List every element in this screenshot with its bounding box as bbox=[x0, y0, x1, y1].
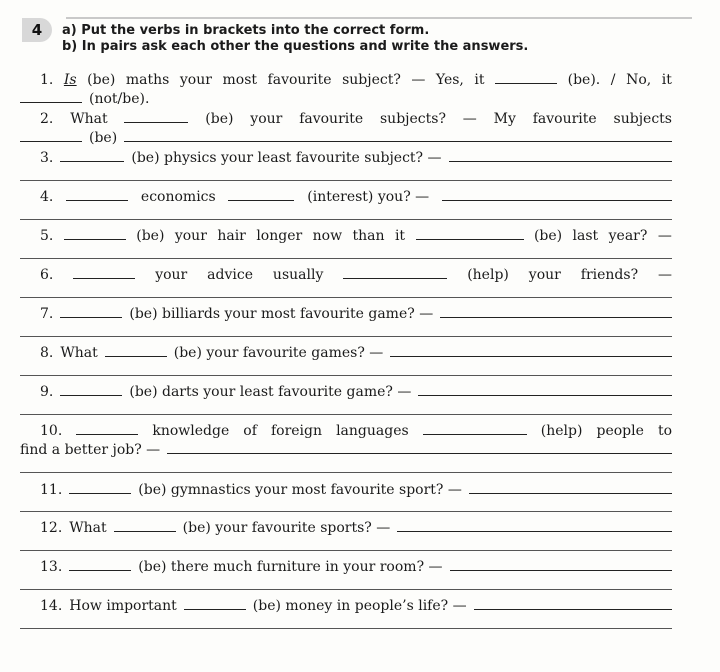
item-3 bbox=[20, 148, 672, 168]
word: Yes, bbox=[435, 72, 464, 88]
filled-answer: Is bbox=[63, 72, 77, 88]
answer-blank[interactable] bbox=[69, 480, 131, 494]
item-2 bbox=[20, 109, 672, 129]
word: friends? bbox=[580, 267, 639, 283]
item-1 bbox=[20, 70, 672, 90]
word: How important bbox=[69, 598, 177, 614]
answer-blank[interactable] bbox=[20, 128, 82, 142]
item-number: 13. bbox=[40, 559, 63, 575]
word: people bbox=[596, 423, 644, 439]
item-7 bbox=[20, 304, 672, 324]
word: (be) money in people’s life? — bbox=[252, 598, 467, 614]
word: subjects? bbox=[380, 111, 446, 127]
answer-blank[interactable] bbox=[60, 148, 124, 162]
word: it bbox=[394, 228, 406, 244]
exercise-header bbox=[22, 14, 672, 62]
item-number: 11. bbox=[40, 482, 63, 498]
word: (be) your favourite sports? — bbox=[182, 520, 391, 536]
answer-blank[interactable] bbox=[73, 265, 135, 279]
word: favourite bbox=[532, 111, 597, 127]
word: usually bbox=[272, 267, 324, 283]
answer-blank[interactable] bbox=[184, 596, 246, 610]
answer-blank[interactable] bbox=[60, 304, 122, 318]
word: knowledge bbox=[152, 423, 230, 439]
answer-line[interactable] bbox=[20, 375, 672, 376]
answer-blank[interactable] bbox=[418, 382, 672, 396]
word: subject? bbox=[342, 72, 401, 88]
word: What bbox=[60, 345, 98, 361]
answer-line[interactable] bbox=[20, 511, 672, 512]
exercise-number-badge: 4 bbox=[22, 18, 52, 42]
item-number: 12. bbox=[40, 520, 63, 536]
item-1-continued bbox=[20, 89, 672, 109]
word: (be) physics your least favourite subject? — bbox=[131, 150, 442, 166]
word: your bbox=[179, 72, 212, 88]
word: than bbox=[352, 228, 385, 244]
answer-line[interactable] bbox=[20, 550, 672, 551]
word: your bbox=[250, 111, 283, 127]
answer-blank[interactable] bbox=[397, 518, 672, 532]
answer-line[interactable] bbox=[20, 219, 672, 220]
word: foreign bbox=[270, 423, 323, 439]
item-number: 4. bbox=[40, 189, 54, 205]
item-8 bbox=[20, 343, 672, 363]
word: My bbox=[493, 111, 516, 127]
answer-blank[interactable] bbox=[474, 596, 672, 610]
item-number: 9. bbox=[40, 384, 54, 400]
word: No, bbox=[626, 72, 652, 88]
item-number: 2. bbox=[40, 111, 54, 127]
word: (be) your favourite games? — bbox=[173, 345, 384, 361]
word: — bbox=[657, 228, 672, 244]
answer-blank[interactable] bbox=[450, 557, 672, 571]
word: it bbox=[474, 72, 485, 88]
instruction-b: b) In pairs ask each other the questions and write the answers. bbox=[62, 39, 529, 54]
item-number: 1. bbox=[40, 72, 54, 88]
word: to bbox=[657, 423, 672, 439]
word: — bbox=[411, 72, 426, 88]
item-2-continued bbox=[20, 128, 672, 148]
answer-blank[interactable] bbox=[449, 148, 673, 162]
word: hair bbox=[217, 228, 246, 244]
word: — bbox=[462, 111, 477, 127]
word: / bbox=[610, 72, 616, 88]
answer-blank[interactable] bbox=[423, 421, 527, 435]
word: (not/be). bbox=[89, 91, 150, 107]
word: last bbox=[572, 228, 599, 244]
item-number: 8. bbox=[40, 345, 54, 361]
word: your bbox=[174, 228, 207, 244]
answer-blank[interactable] bbox=[343, 265, 447, 279]
word: (be). bbox=[567, 72, 601, 88]
answer-line[interactable] bbox=[20, 336, 672, 337]
word: now bbox=[312, 228, 343, 244]
header-rule bbox=[66, 17, 692, 19]
item-13 bbox=[20, 557, 672, 577]
answer-blank[interactable] bbox=[66, 187, 128, 201]
answer-blank[interactable] bbox=[76, 421, 138, 435]
word: subjects bbox=[613, 111, 672, 127]
item-14 bbox=[20, 596, 672, 616]
answer-line[interactable] bbox=[20, 472, 672, 473]
word: (be) there much furniture in your room? — bbox=[138, 559, 443, 575]
item-4 bbox=[20, 187, 672, 207]
word: find a better job? — bbox=[20, 442, 161, 458]
answer-blank[interactable] bbox=[69, 557, 131, 571]
word: economics bbox=[140, 189, 216, 205]
instruction-a: a) Put the verbs in brackets into the correct form. bbox=[62, 23, 430, 38]
answer-line[interactable] bbox=[20, 180, 672, 181]
word: favourite bbox=[299, 111, 364, 127]
answer-blank[interactable] bbox=[469, 480, 672, 494]
answer-blank[interactable] bbox=[64, 226, 126, 240]
item-11 bbox=[20, 480, 672, 500]
item-9 bbox=[20, 382, 672, 402]
word: advice bbox=[207, 267, 253, 283]
word: longer bbox=[256, 228, 303, 244]
word: maths bbox=[125, 72, 170, 88]
answer-blank[interactable] bbox=[442, 187, 672, 201]
word: year? bbox=[608, 228, 648, 244]
word: it bbox=[661, 72, 672, 88]
answer-line[interactable] bbox=[20, 258, 672, 259]
word: (be) bbox=[136, 228, 165, 244]
answer-blank[interactable] bbox=[228, 187, 294, 201]
item-number: 7. bbox=[40, 306, 54, 322]
item-12 bbox=[20, 518, 672, 538]
word: (be) bbox=[87, 72, 116, 88]
item-number: 6. bbox=[40, 267, 54, 283]
word: What bbox=[69, 520, 107, 536]
word: (be) bbox=[533, 228, 563, 244]
answer-blank[interactable] bbox=[105, 343, 167, 357]
word: of bbox=[243, 423, 257, 439]
word: (be) billiards your most favourite game? — bbox=[129, 306, 434, 322]
word: your bbox=[528, 267, 561, 283]
word: (be) bbox=[89, 130, 118, 146]
word: your bbox=[155, 267, 188, 283]
answer-blank[interactable] bbox=[440, 304, 672, 318]
answer-blank[interactable] bbox=[167, 440, 672, 454]
word: — bbox=[658, 267, 672, 283]
word: (help) bbox=[467, 267, 509, 283]
item-number: 3. bbox=[40, 150, 54, 166]
word: What bbox=[70, 111, 108, 127]
answer-blank[interactable] bbox=[20, 89, 82, 103]
word: (interest) you? — bbox=[307, 189, 430, 205]
answer-line[interactable] bbox=[20, 628, 672, 629]
item-10-continued bbox=[20, 440, 672, 460]
item-number: 14. bbox=[40, 598, 63, 614]
answer-blank[interactable] bbox=[124, 128, 672, 142]
word: (be) bbox=[205, 111, 234, 127]
word: languages bbox=[336, 423, 409, 439]
answer-line[interactable] bbox=[20, 414, 672, 415]
answer-blank[interactable] bbox=[390, 343, 672, 357]
item-5 bbox=[20, 226, 672, 246]
word: favourite bbox=[267, 72, 332, 88]
item-6 bbox=[20, 265, 672, 285]
answer-blank[interactable] bbox=[60, 382, 122, 396]
answer-blank[interactable] bbox=[114, 518, 176, 532]
word: (help) bbox=[540, 423, 583, 439]
answer-blank[interactable] bbox=[416, 226, 524, 240]
item-number: 5. bbox=[40, 228, 54, 244]
item-number: 10. bbox=[40, 423, 63, 439]
item-10 bbox=[20, 421, 672, 441]
word: (be) gymnastics your most favourite sport? — bbox=[138, 482, 462, 498]
answer-blank[interactable] bbox=[124, 109, 188, 123]
word: most bbox=[222, 72, 257, 88]
answer-line[interactable] bbox=[20, 589, 672, 590]
answer-line[interactable] bbox=[20, 297, 672, 298]
word: (be) darts your least favourite game? — bbox=[129, 384, 412, 400]
answer-blank[interactable] bbox=[495, 70, 557, 84]
